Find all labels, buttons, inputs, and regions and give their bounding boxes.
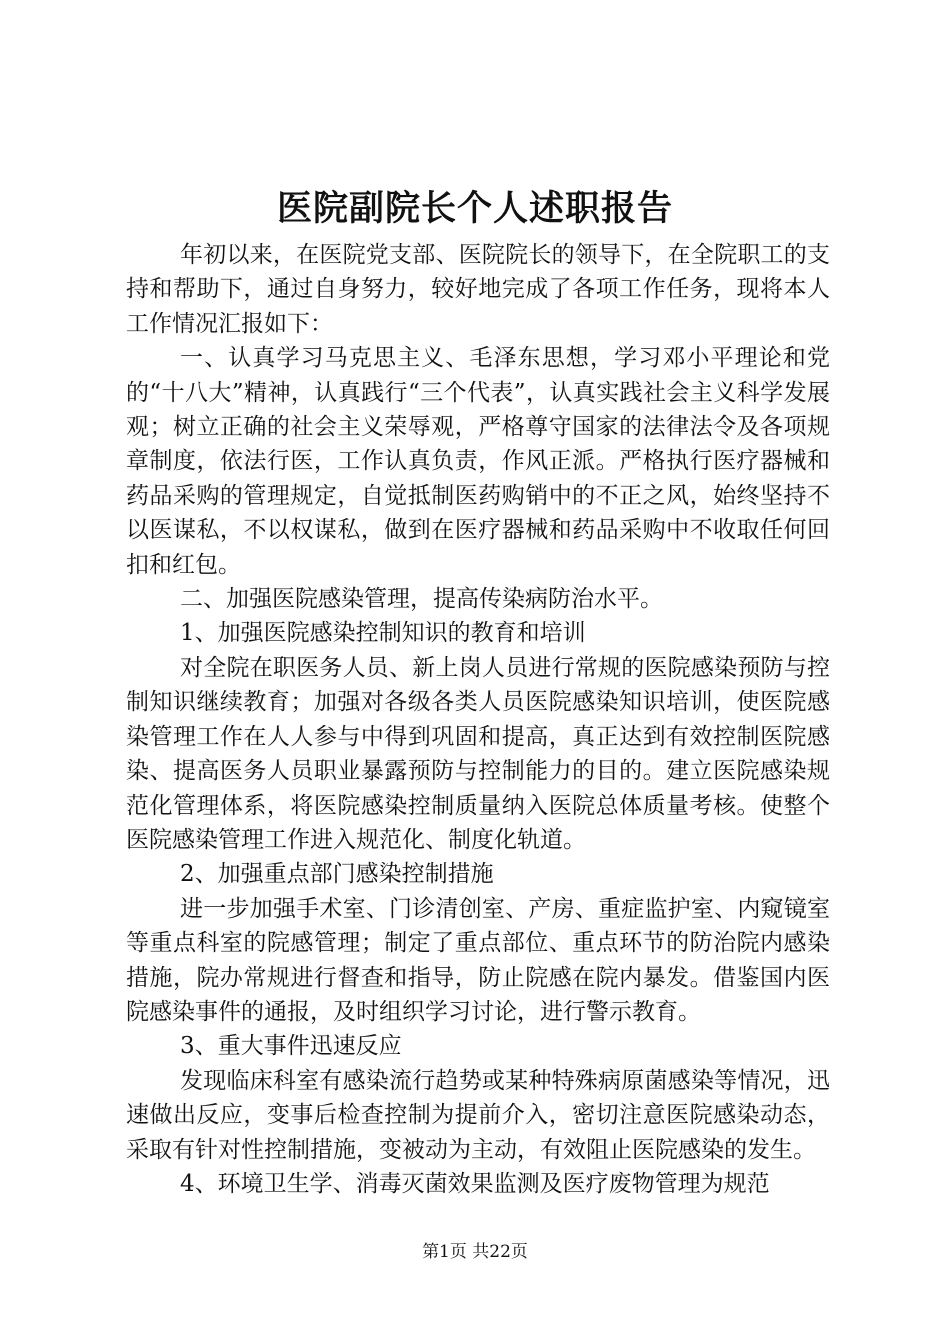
paragraph-section-2-heading: 二、加强医院感染管理，提高传染病防治水平。: [180, 586, 664, 613]
paragraph-item-2-body: 进一步加强手术室、门诊清创室、产房、重症监护室、内窥镜室等重点科室的院感管理；制定了重点部位、重点环节的防治院内感染措施，院办常规进行督查和指导，防止院感在院内暴发。借鉴国内医院感染事件的通报，及时组织学习讨论，进行警示教育。: [126, 895, 830, 1025]
paragraph-item-1-heading: 1、加强医院感染控制知识的教育和培训: [180, 620, 586, 647]
page-footer: 第1页 共22页: [422, 1242, 528, 1262]
paragraph-item-3-heading: 3、重大事件迅速反应: [180, 1033, 402, 1060]
paragraph-item-1-body: 对全院在职医务人员、新上岗人员进行常规的医院感染预防与控制知识继续教育；加强对各级各类人员医院感染知识培训，使医院感染管理工作在人人参与中得到巩固和提高，真正达到有效控制医院感染、提高医务人员职业暴露预防与控制能力的目的。建立医院感染规范化管理体系，将医院感染控制质量纳入医院总体质量考核。使整个医院感染管理工作进入规范化、制度化轨道。: [126, 654, 830, 853]
document-body: [126, 238, 830, 1201]
paragraph-intro: 年初以来，在医院党支部、医院院长的领导下，在全院职工的支持和帮助下，通过自身努力，较好地完成了各项工作任务，现将本人工作情况汇报如下：: [126, 242, 830, 337]
paragraph-item-2-heading: 2、加强重点部门感染控制措施: [180, 861, 494, 888]
paragraph-section-1: 一、认真学习马克思主义、毛泽东思想，学习邓小平理论和党的“十八大”精神，认真践行“三个代表”，认真实践社会主义科学发展观；树立正确的社会主义荣辱观，严格尊守国家的法律法令及各项规章制度，依法行医，工作认真负责，作风正派。严格执行医疗器械和药品采购的管理规定，自觉抵制医药购销中的不正之风，始终坚持不以医谋私，不以权谋私，做到在医疗器械和药品采购中不收取任何回扣和红包。: [126, 345, 830, 578]
document-title: 医院副院长个人述职报告: [276, 188, 673, 229]
paragraph-item-3-body: 发现临床科室有感染流行趋势或某种特殊病原菌感染等情况，迅速做出反应，变事后检查控制为提前介入，密切注意医院感染动态，采取有针对性控制措施，变被动为主动，有效阻止医院感染的发生。: [126, 1067, 830, 1163]
paragraph-item-4-heading: 4、环境卫生学、消毒灭菌效果监测及医疗废物管理为规范: [180, 1170, 770, 1197]
